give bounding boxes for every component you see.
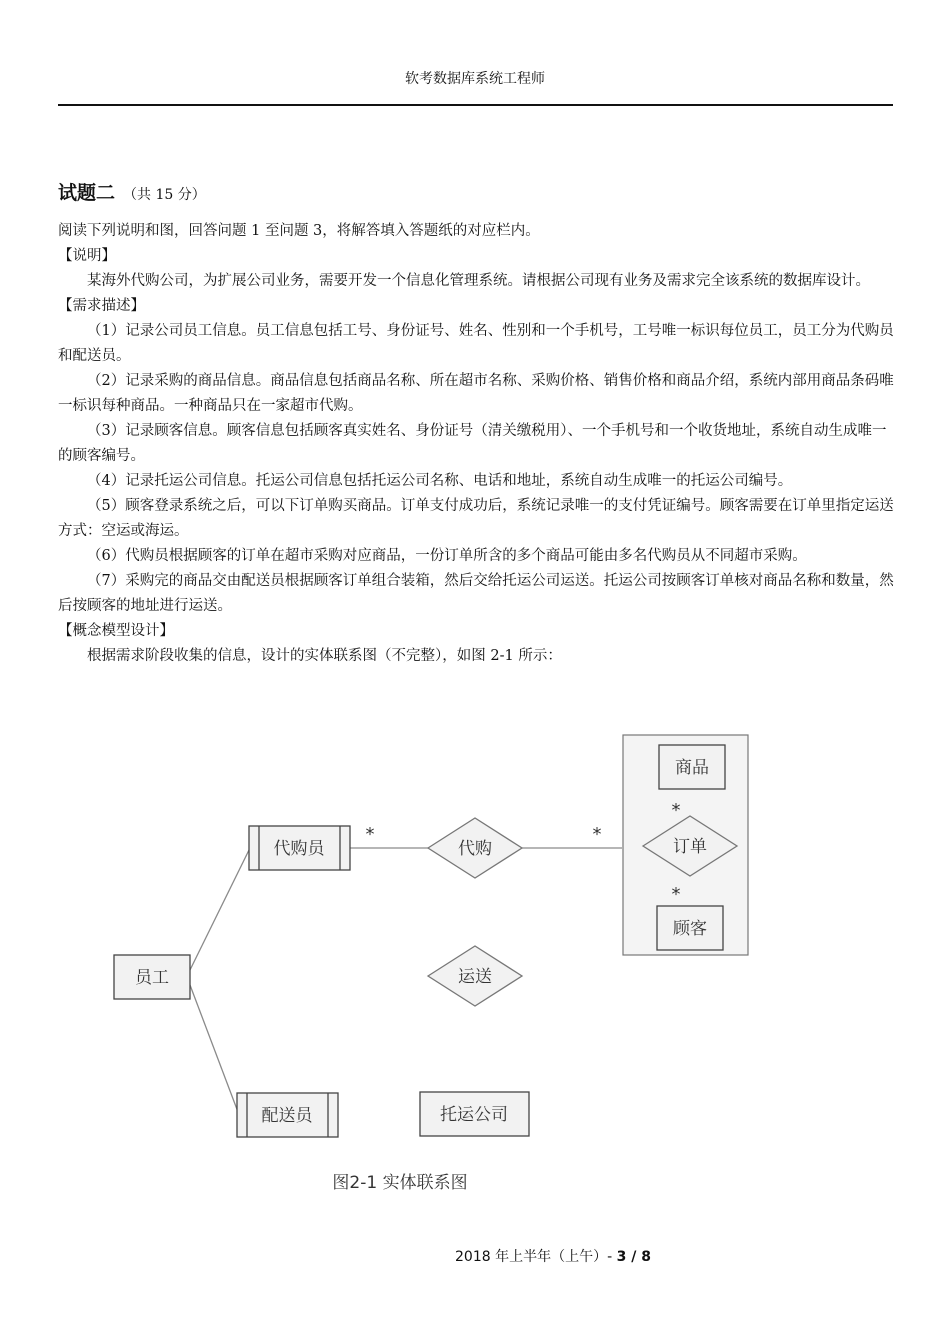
relationship-ship-label: 运送 [458, 967, 492, 987]
relationship-purchase [428, 818, 522, 878]
line-employee-deliverer [190, 985, 238, 1112]
entity-deliverer-label: 配送员 [261, 1106, 313, 1126]
page-footer [455, 1246, 651, 1266]
requirement-item: （4）记录托运公司信息。托运公司信息包括托运公司名称、电话和地址，系统自动生成唯一的托运公司编号。 [87, 473, 793, 489]
entity-employee-label: 员工 [135, 968, 169, 988]
intro-paragraph: 阅读下列说明和图，回答问题 1 至问题 3，将解答填入答题纸的对应栏内。 [58, 223, 540, 239]
requirements-heading: 【需求描述】 [58, 298, 145, 314]
entity-purchaser [249, 826, 350, 870]
cardinality-purchaser: * [365, 824, 375, 845]
shuoming-heading: 【说明】 [58, 248, 116, 264]
document-body [58, 178, 900, 669]
cardinality-product: * [671, 800, 681, 821]
footer-text: 2018 年上半年（上午）- [455, 1249, 617, 1265]
entity-customer [657, 906, 723, 950]
requirement-item: （3）记录顾客信息。顾客信息包括顾客真实姓名、身份证号（清关缴税用）、一个手机号和一个收货地址，系统自动生成唯一的顾客编号。 [58, 423, 887, 464]
cardinality-order-group: * [592, 824, 602, 845]
requirement-item: （5）顾客登录系统之后，可以下订单购买商品。订单支付成功后，系统记录唯一的支付凭证编号。顾客需要在订单里指定运送方式：空运或海运。 [58, 498, 894, 539]
entity-shipping-company-label: 托运公司 [440, 1105, 508, 1125]
model-paragraph: 根据需求阶段收集的信息，设计的实体联系图（不完整），如图 2-1 所示： [87, 648, 562, 664]
requirement-item: （2）记录采购的商品信息。商品信息包括商品名称、所在超市名称、采购价格、销售价格和商品介绍，系统内部用商品条码唯一标识每种商品。一种商品只在一家超市代购。 [58, 373, 894, 414]
relationship-order-label: 订单 [673, 837, 707, 857]
entity-shipping-company [420, 1092, 529, 1136]
entity-product-label: 商品 [675, 758, 709, 778]
relationship-purchase-label: 代购 [458, 839, 492, 859]
header-rule [58, 104, 893, 106]
section-title: 试题二 [58, 182, 116, 204]
section-subtitle: （共 15 分） [123, 187, 206, 203]
cardinality-customer: * [671, 884, 681, 905]
line-employee-purchaser [190, 848, 250, 970]
page-header: 软考数据库系统工程师 [405, 71, 545, 87]
er-diagram [100, 730, 760, 1200]
diagram-caption: 图2-1 实体联系图 [332, 1173, 468, 1193]
requirement-item: （1）记录公司员工信息。员工信息包括工号、身份证号、姓名、性别和一个手机号，工号唯一标识每位员工，员工分为代购员和配送员。 [58, 323, 894, 364]
entity-customer-label: 顾客 [673, 919, 707, 939]
model-heading: 【概念模型设计】 [58, 623, 174, 639]
relationship-ship [428, 946, 522, 1006]
requirement-item: （6）代购员根据顾客的订单在超市采购对应商品，一份订单所含的多个商品可能由多名代购员从不同超市采购。 [87, 548, 807, 564]
requirement-item: （7）采购完的商品交由配送员根据顾客订单组合装箱，然后交给托运公司运送。托运公司按顾客订单核对商品名称和数量，然后按顾客的地址进行运送。 [58, 573, 894, 614]
shuoming-paragraph: 某海外代购公司，为扩展公司业务，需要开发一个信息化管理系统。请根据公司现有业务及需求完全该系统的数据库设计。 [87, 273, 870, 289]
entity-purchaser-label: 代购员 [273, 839, 325, 859]
section-title-line [58, 178, 900, 205]
entity-employee [114, 955, 190, 999]
entity-deliverer [237, 1093, 338, 1137]
page-number: 3 / 8 [616, 1249, 651, 1265]
entity-product [659, 745, 725, 789]
